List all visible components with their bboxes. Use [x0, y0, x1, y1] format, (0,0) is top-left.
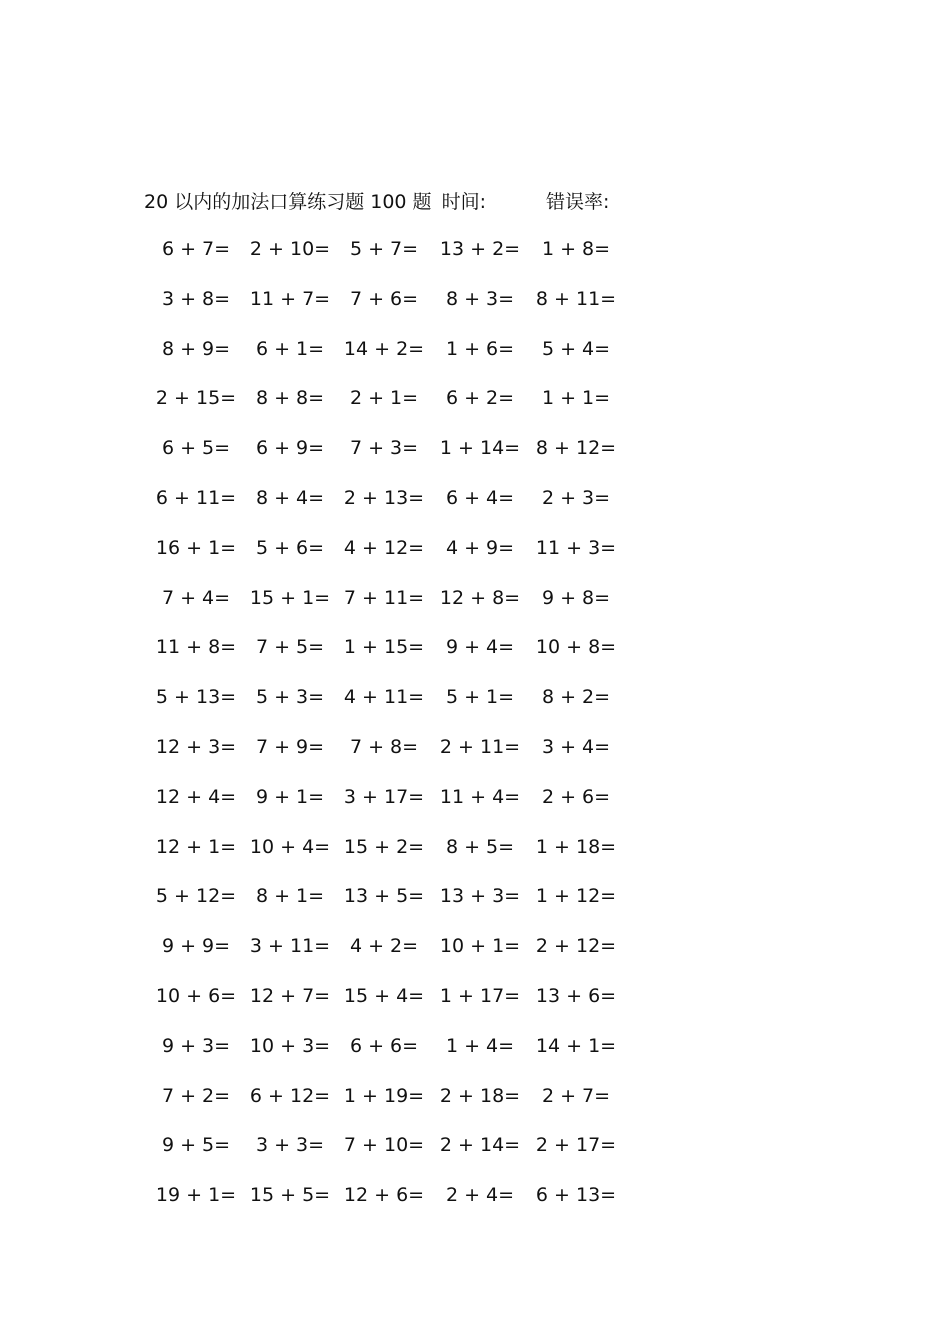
- problem-item: 6 + 13=: [535, 1184, 617, 1207]
- problem-item: 1 + 1=: [541, 387, 611, 410]
- problem-item: 12 + 4=: [155, 785, 237, 808]
- problem-row: [146, 733, 666, 783]
- problem-item: 1 + 4=: [445, 1034, 515, 1057]
- problem-row: [146, 235, 666, 285]
- problem-item: 3 + 4=: [541, 735, 611, 758]
- problem-item: 7 + 2=: [161, 1084, 231, 1107]
- problem-item: 14 + 2=: [343, 337, 425, 360]
- problem-item: 4 + 11=: [343, 686, 425, 709]
- problem-row: [146, 584, 666, 634]
- problem-item: 13 + 3=: [439, 885, 521, 908]
- problem-item: 4 + 12=: [343, 536, 425, 559]
- problem-item: 8 + 8=: [255, 387, 325, 410]
- problem-item: 2 + 1=: [349, 387, 419, 410]
- problem-item: 9 + 5=: [161, 1134, 231, 1157]
- problem-item: 2 + 17=: [535, 1134, 617, 1157]
- problem-grid: [146, 235, 666, 1231]
- problem-item: 7 + 8=: [349, 735, 419, 758]
- problem-item: 6 + 6=: [349, 1034, 419, 1057]
- problem-item: 9 + 4=: [445, 636, 515, 659]
- problem-item: 8 + 11=: [535, 287, 617, 310]
- problem-item: 9 + 3=: [161, 1034, 231, 1057]
- problem-row: [146, 982, 666, 1032]
- problem-item: 15 + 4=: [343, 984, 425, 1007]
- problem-item: 1 + 14=: [439, 437, 521, 460]
- problem-item: 2 + 7=: [541, 1084, 611, 1107]
- problem-item: 7 + 6=: [349, 287, 419, 310]
- problem-row: [146, 285, 666, 335]
- problem-item: 10 + 6=: [155, 984, 237, 1007]
- problem-item: 15 + 1=: [249, 586, 331, 609]
- problem-item: 7 + 11=: [343, 586, 425, 609]
- problem-item: 2 + 12=: [535, 935, 617, 958]
- problem-row: [146, 932, 666, 982]
- problem-item: 5 + 1=: [445, 686, 515, 709]
- problem-row: [146, 1032, 666, 1082]
- problem-row: [146, 633, 666, 683]
- problem-item: 12 + 8=: [439, 586, 521, 609]
- problem-item: 8 + 5=: [445, 835, 515, 858]
- problem-row: [146, 783, 666, 833]
- problem-item: 8 + 3=: [445, 287, 515, 310]
- problem-item: 6 + 7=: [161, 238, 231, 260]
- problem-item: 11 + 3=: [535, 536, 617, 559]
- problem-item: 10 + 4=: [249, 835, 331, 858]
- problem-row: [146, 1082, 666, 1132]
- problem-item: 10 + 3=: [249, 1034, 331, 1057]
- problem-item: 9 + 9=: [161, 935, 231, 958]
- problem-item: 5 + 13=: [155, 686, 237, 709]
- problem-item: 6 + 9=: [255, 437, 325, 460]
- problem-item: 4 + 9=: [445, 536, 515, 559]
- problem-item: 6 + 4=: [445, 486, 515, 509]
- problem-item: 7 + 4=: [161, 586, 231, 609]
- problem-item: 7 + 5=: [255, 636, 325, 659]
- problem-item: 5 + 12=: [155, 885, 237, 908]
- problem-item: 5 + 7=: [349, 238, 419, 260]
- problem-row: [146, 683, 666, 733]
- problem-row: [146, 833, 666, 883]
- problem-item: 19 + 1=: [155, 1184, 237, 1207]
- problem-item: 7 + 10=: [343, 1134, 425, 1157]
- problem-item: 3 + 11=: [249, 935, 331, 958]
- problem-item: 7 + 3=: [349, 437, 419, 460]
- problem-item: 2 + 3=: [541, 486, 611, 509]
- problem-item: 5 + 3=: [255, 686, 325, 709]
- problem-item: 1 + 19=: [343, 1084, 425, 1107]
- problem-item: 3 + 8=: [161, 287, 231, 310]
- problem-item: 12 + 1=: [155, 835, 237, 858]
- problem-item: 6 + 1=: [255, 337, 325, 360]
- problem-item: 8 + 12=: [535, 437, 617, 460]
- problem-item: 12 + 7=: [249, 984, 331, 1007]
- problem-item: 11 + 8=: [155, 636, 237, 659]
- problem-item: 2 + 10=: [249, 238, 331, 260]
- problem-row: [146, 1131, 666, 1181]
- problem-item: 2 + 11=: [439, 735, 521, 758]
- problem-item: 8 + 2=: [541, 686, 611, 709]
- problem-item: 5 + 4=: [541, 337, 611, 360]
- problem-item: 6 + 5=: [161, 437, 231, 460]
- time-label: 时间:: [441, 190, 486, 213]
- problem-item: 6 + 2=: [445, 387, 515, 410]
- problem-row: [146, 534, 666, 584]
- problem-item: 14 + 1=: [535, 1034, 617, 1057]
- problem-row: [146, 384, 666, 434]
- problem-item: 13 + 2=: [439, 238, 521, 260]
- problem-item: 2 + 14=: [439, 1134, 521, 1157]
- problem-item: 6 + 12=: [249, 1084, 331, 1107]
- problem-row: [146, 434, 666, 484]
- problem-item: 3 + 17=: [343, 785, 425, 808]
- error-rate-label: 错误率:: [545, 190, 610, 213]
- problem-item: 5 + 6=: [255, 536, 325, 559]
- problem-item: 10 + 8=: [535, 636, 617, 659]
- problem-item: 2 + 6=: [541, 785, 611, 808]
- problem-item: 9 + 8=: [541, 586, 611, 609]
- problem-item: 11 + 7=: [249, 287, 331, 310]
- problem-item: 13 + 5=: [343, 885, 425, 908]
- problem-item: 1 + 8=: [541, 238, 611, 260]
- problem-item: 2 + 18=: [439, 1084, 521, 1107]
- problem-item: 2 + 4=: [445, 1184, 515, 1207]
- problem-row: [146, 484, 666, 534]
- problem-item: 12 + 6=: [343, 1184, 425, 1207]
- problem-item: 2 + 15=: [155, 387, 237, 410]
- problem-item: 12 + 3=: [155, 735, 237, 758]
- problem-item: 1 + 12=: [535, 885, 617, 908]
- problem-item: 9 + 1=: [255, 785, 325, 808]
- problem-item: 1 + 18=: [535, 835, 617, 858]
- problem-item: 2 + 13=: [343, 486, 425, 509]
- problem-row: [146, 882, 666, 932]
- worksheet-title: 20 以内的加法口算练习题 100 题: [144, 190, 432, 213]
- problem-item: 8 + 1=: [255, 885, 325, 908]
- problem-item: 3 + 3=: [255, 1134, 325, 1157]
- problem-item: 8 + 4=: [255, 486, 325, 509]
- problem-item: 6 + 11=: [155, 486, 237, 509]
- problem-item: 1 + 15=: [343, 636, 425, 659]
- problem-item: 8 + 9=: [161, 337, 231, 360]
- problem-item: 1 + 6=: [445, 337, 515, 360]
- problem-item: 15 + 2=: [343, 835, 425, 858]
- problem-item: 16 + 1=: [155, 536, 237, 559]
- problem-item: 4 + 2=: [349, 935, 419, 958]
- problem-item: 7 + 9=: [255, 735, 325, 758]
- problem-item: 15 + 5=: [249, 1184, 331, 1207]
- problem-row: [146, 1181, 666, 1231]
- problem-item: 11 + 4=: [439, 785, 521, 808]
- problem-item: 13 + 6=: [535, 984, 617, 1007]
- problem-item: 10 + 1=: [439, 935, 521, 958]
- problem-item: 1 + 17=: [439, 984, 521, 1007]
- problem-row: [146, 335, 666, 385]
- worksheet-header: [144, 186, 609, 214]
